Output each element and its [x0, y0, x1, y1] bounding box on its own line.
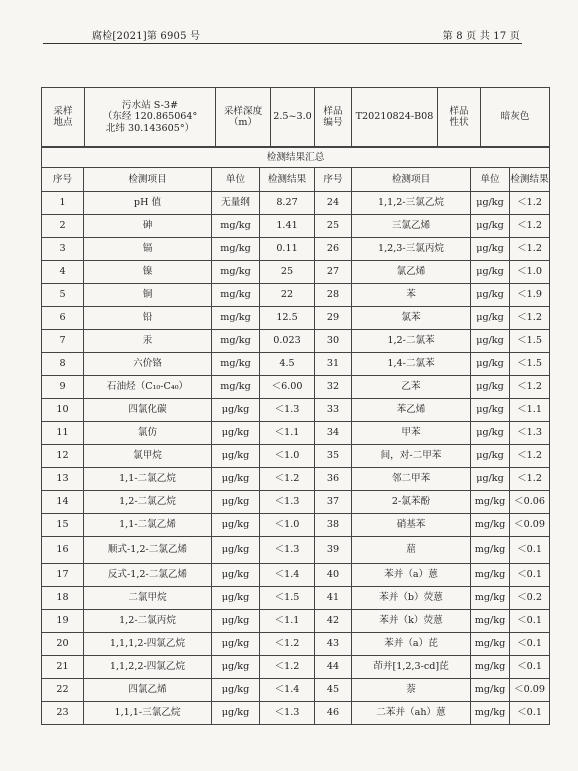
- col-seq-left: 序号: [42, 168, 84, 192]
- cell-left-unit: μg/kg: [212, 399, 260, 422]
- cell-right-unit: mg/kg: [471, 491, 510, 514]
- cell-right-item: 䓛: [352, 537, 471, 564]
- cell-left-no: 4: [42, 261, 84, 284]
- cell-right-unit: μg/kg: [471, 192, 510, 215]
- cell-left-item: 石油烃（C₁₀-C₄₀）: [84, 376, 212, 399]
- report-number: 腐检[2021]第 6905 号: [92, 31, 201, 42]
- cell-right-result: ＜1.2: [510, 468, 550, 491]
- col-item-right: 检测项目: [352, 168, 471, 192]
- col-unit-right: 单位: [471, 168, 510, 192]
- cell-left-unit: 无量纲: [212, 192, 260, 215]
- cell-left-no: 22: [42, 679, 84, 702]
- table-row: [42, 215, 550, 238]
- cell-right-result: ＜1.2: [510, 445, 550, 468]
- cell-left-unit: μg/kg: [212, 587, 260, 610]
- cell-left-result: ＜1.2: [260, 633, 315, 656]
- cell-left-item: 砷: [84, 215, 212, 238]
- cell-left-item: 1,2-二氯丙烷: [84, 610, 212, 633]
- cell-right-result: ＜1.2: [510, 307, 550, 330]
- cell-left-unit: mg/kg: [212, 215, 260, 238]
- cell-left-no: 18: [42, 587, 84, 610]
- cell-right-result: ＜0.2: [510, 587, 550, 610]
- cell-left-result: ＜1.1: [260, 422, 315, 445]
- cell-right-no: 35: [315, 445, 352, 468]
- cell-right-unit: μg/kg: [471, 445, 510, 468]
- cell-right-unit: mg/kg: [471, 514, 510, 537]
- cell-left-unit: μg/kg: [212, 468, 260, 491]
- sampling-site-label: 采样 地点: [42, 88, 85, 147]
- cell-left-item: 1,2-二氯乙烷: [84, 491, 212, 514]
- table-row: [42, 353, 550, 376]
- cell-left-no: 17: [42, 564, 84, 587]
- cell-left-no: 14: [42, 491, 84, 514]
- cell-left-result: ＜1.1: [260, 610, 315, 633]
- cell-right-item: 1,2,3-三氯丙烷: [352, 238, 471, 261]
- cell-right-no: 41: [315, 587, 352, 610]
- cell-left-result: 25: [260, 261, 315, 284]
- cell-right-result: ＜1.9: [510, 284, 550, 307]
- cell-right-result: ＜1.0: [510, 261, 550, 284]
- table-row: [42, 307, 550, 330]
- cell-left-no: 16: [42, 537, 84, 564]
- cell-right-item: 1,1,2-三氯乙烷: [352, 192, 471, 215]
- cell-right-item: 甲苯: [352, 422, 471, 445]
- cell-right-unit: mg/kg: [471, 679, 510, 702]
- col-result-right: 检测结果: [510, 168, 550, 192]
- cell-right-result: ＜0.1: [510, 537, 550, 564]
- cell-right-item: 间，对-二甲苯: [352, 445, 471, 468]
- table-row: [42, 702, 550, 725]
- cell-left-no: 2: [42, 215, 84, 238]
- cell-right-no: 39: [315, 537, 352, 564]
- cell-left-result: ＜1.3: [260, 537, 315, 564]
- cell-right-unit: μg/kg: [471, 376, 510, 399]
- cell-left-unit: μg/kg: [212, 633, 260, 656]
- sample-property-value: 暗灰色: [481, 88, 550, 147]
- cell-right-no: 24: [315, 192, 352, 215]
- cell-left-no: 9: [42, 376, 84, 399]
- cell-left-unit: μg/kg: [212, 514, 260, 537]
- cell-left-unit: μg/kg: [212, 491, 260, 514]
- cell-right-item: 二苯并（ah）蒽: [352, 702, 471, 725]
- cell-left-unit: mg/kg: [212, 330, 260, 353]
- sample-info-table: [41, 87, 550, 147]
- cell-right-result: ＜0.09: [510, 514, 550, 537]
- cell-right-result: ＜1.1: [510, 399, 550, 422]
- results-table: [41, 147, 550, 725]
- table-row: [42, 679, 550, 702]
- cell-right-result: ＜0.09: [510, 679, 550, 702]
- cell-right-unit: mg/kg: [471, 610, 510, 633]
- cell-right-unit: μg/kg: [471, 422, 510, 445]
- cell-right-no: 26: [315, 238, 352, 261]
- cell-right-unit: mg/kg: [471, 702, 510, 725]
- cell-right-item: 茚并[1,2,3-cd]芘: [352, 656, 471, 679]
- cell-left-item: 六价铬: [84, 353, 212, 376]
- cell-right-unit: mg/kg: [471, 587, 510, 610]
- cell-left-result: ＜1.4: [260, 679, 315, 702]
- cell-left-result: ＜1.0: [260, 514, 315, 537]
- table-row: [42, 537, 550, 564]
- cell-left-unit: μg/kg: [212, 564, 260, 587]
- col-unit-left: 单位: [212, 168, 260, 192]
- table-row: [42, 422, 550, 445]
- table-row: [42, 491, 550, 514]
- cell-left-result: ＜6.00: [260, 376, 315, 399]
- cell-right-result: ＜1.2: [510, 376, 550, 399]
- cell-right-unit: mg/kg: [471, 656, 510, 679]
- sampling-site-value: 污水站 S-3# （东经 120.865064° 北纬 30.143605°）: [85, 88, 216, 147]
- sample-property-label: 样品 性状: [438, 88, 481, 147]
- cell-left-no: 12: [42, 445, 84, 468]
- cell-left-result: 1.41: [260, 215, 315, 238]
- cell-right-no: 46: [315, 702, 352, 725]
- cell-left-item: 四氯化碳: [84, 399, 212, 422]
- cell-left-result: 22: [260, 284, 315, 307]
- cell-right-result: ＜1.5: [510, 353, 550, 376]
- table-row: [42, 238, 550, 261]
- cell-left-item: 镍: [84, 261, 212, 284]
- table-row: [42, 330, 550, 353]
- cell-left-result: ＜1.3: [260, 491, 315, 514]
- cell-right-item: 苯乙烯: [352, 399, 471, 422]
- sampling-depth-label: 采样深度 （m）: [216, 88, 271, 147]
- table-row: [42, 284, 550, 307]
- cell-right-result: ＜0.1: [510, 610, 550, 633]
- cell-left-no: 23: [42, 702, 84, 725]
- cell-left-no: 13: [42, 468, 84, 491]
- table-row: [42, 564, 550, 587]
- cell-right-unit: μg/kg: [471, 307, 510, 330]
- table-row: [42, 399, 550, 422]
- cell-left-unit: mg/kg: [212, 307, 260, 330]
- cell-left-item: 1,1,1,2-四氯乙烷: [84, 633, 212, 656]
- table-row: [42, 587, 550, 610]
- cell-right-result: ＜0.06: [510, 491, 550, 514]
- cell-left-unit: mg/kg: [212, 376, 260, 399]
- cell-right-item: 萘: [352, 679, 471, 702]
- cell-left-no: 1: [42, 192, 84, 215]
- cell-right-result: ＜1.2: [510, 215, 550, 238]
- sampling-depth-value: 2.5~3.0: [271, 88, 315, 147]
- table-row: [42, 610, 550, 633]
- results-summary-title: 检测结果汇总: [42, 148, 550, 168]
- table-row: [42, 656, 550, 679]
- table-row: [42, 468, 550, 491]
- cell-left-no: 8: [42, 353, 84, 376]
- cell-left-result: ＜1.2: [260, 656, 315, 679]
- cell-right-no: 43: [315, 633, 352, 656]
- cell-left-item: 四氯乙烯: [84, 679, 212, 702]
- result-rows: [42, 192, 550, 725]
- cell-left-item: 镉: [84, 238, 212, 261]
- cell-left-item: pH 值: [84, 192, 212, 215]
- cell-right-unit: μg/kg: [471, 353, 510, 376]
- cell-right-item: 氯乙烯: [352, 261, 471, 284]
- cell-left-item: 二氯甲烷: [84, 587, 212, 610]
- cell-right-unit: mg/kg: [471, 633, 510, 656]
- cell-left-no: 6: [42, 307, 84, 330]
- cell-left-no: 7: [42, 330, 84, 353]
- cell-left-item: 反式-1,2-二氯乙烯: [84, 564, 212, 587]
- cell-left-no: 5: [42, 284, 84, 307]
- cell-right-item: 三氯乙烯: [352, 215, 471, 238]
- cell-right-no: 25: [315, 215, 352, 238]
- cell-right-no: 29: [315, 307, 352, 330]
- cell-left-result: ＜1.0: [260, 445, 315, 468]
- cell-left-unit: μg/kg: [212, 610, 260, 633]
- table-row: [42, 192, 550, 215]
- col-item-left: 检测项目: [84, 168, 212, 192]
- cell-left-result: 0.023: [260, 330, 315, 353]
- cell-left-no: 3: [42, 238, 84, 261]
- cell-left-no: 15: [42, 514, 84, 537]
- cell-right-unit: mg/kg: [471, 537, 510, 564]
- cell-right-unit: μg/kg: [471, 238, 510, 261]
- cell-left-item: 1,1,1-三氯乙烷: [84, 702, 212, 725]
- col-seq-right: 序号: [315, 168, 352, 192]
- cell-left-result: ＜1.3: [260, 702, 315, 725]
- cell-left-result: 4.5: [260, 353, 315, 376]
- cell-right-no: 28: [315, 284, 352, 307]
- cell-left-unit: mg/kg: [212, 353, 260, 376]
- cell-left-unit: mg/kg: [212, 261, 260, 284]
- cell-left-no: 19: [42, 610, 84, 633]
- cell-right-no: 38: [315, 514, 352, 537]
- cell-right-item: 苯并（b）荧蒽: [352, 587, 471, 610]
- table-row: [42, 376, 550, 399]
- cell-right-no: 34: [315, 422, 352, 445]
- cell-right-unit: μg/kg: [471, 215, 510, 238]
- cell-right-no: 27: [315, 261, 352, 284]
- cell-right-result: ＜1.2: [510, 238, 550, 261]
- cell-left-item: 氯甲烷: [84, 445, 212, 468]
- table-row: [42, 514, 550, 537]
- cell-left-unit: μg/kg: [212, 656, 260, 679]
- cell-right-no: 44: [315, 656, 352, 679]
- cell-right-item: 硝基苯: [352, 514, 471, 537]
- cell-right-no: 45: [315, 679, 352, 702]
- cell-left-unit: μg/kg: [212, 422, 260, 445]
- cell-right-result: ＜0.1: [510, 633, 550, 656]
- cell-right-unit: μg/kg: [471, 399, 510, 422]
- cell-left-no: 21: [42, 656, 84, 679]
- header-divider: [43, 43, 522, 44]
- cell-right-no: 40: [315, 564, 352, 587]
- cell-left-result: 8.27: [260, 192, 315, 215]
- cell-right-result: ＜0.1: [510, 656, 550, 679]
- cell-right-unit: μg/kg: [471, 330, 510, 353]
- cell-left-unit: μg/kg: [212, 679, 260, 702]
- cell-right-no: 37: [315, 491, 352, 514]
- cell-left-item: 氯仿: [84, 422, 212, 445]
- cell-right-result: ＜1.3: [510, 422, 550, 445]
- cell-right-item: 1,4-二氯苯: [352, 353, 471, 376]
- cell-left-unit: mg/kg: [212, 238, 260, 261]
- cell-left-item: 1,1-二氯乙烯: [84, 514, 212, 537]
- cell-left-result: 12.5: [260, 307, 315, 330]
- cell-left-item: 汞: [84, 330, 212, 353]
- cell-right-item: 乙苯: [352, 376, 471, 399]
- cell-left-result: ＜1.5: [260, 587, 315, 610]
- col-result-left: 检测结果: [260, 168, 315, 192]
- cell-right-item: 苯: [352, 284, 471, 307]
- cell-right-item: 苯并（k）荧蒽: [352, 610, 471, 633]
- table-row: [42, 633, 550, 656]
- cell-right-result: ＜1.2: [510, 192, 550, 215]
- sample-number-value: T20210824-B08: [352, 88, 438, 147]
- cell-left-unit: μg/kg: [212, 702, 260, 725]
- cell-right-unit: μg/kg: [471, 261, 510, 284]
- cell-left-unit: μg/kg: [212, 445, 260, 468]
- cell-left-item: 1,1-二氯乙烷: [84, 468, 212, 491]
- cell-left-unit: mg/kg: [212, 284, 260, 307]
- cell-left-unit: μg/kg: [212, 537, 260, 564]
- cell-right-no: 32: [315, 376, 352, 399]
- cell-right-result: ＜1.5: [510, 330, 550, 353]
- cell-left-item: 铜: [84, 284, 212, 307]
- cell-left-no: 20: [42, 633, 84, 656]
- cell-right-no: 31: [315, 353, 352, 376]
- cell-right-item: 苯并（a）芘: [352, 633, 471, 656]
- cell-right-item: 2-氯苯酚: [352, 491, 471, 514]
- table-row: [42, 445, 550, 468]
- cell-left-item: 顺式-1,2-二氯乙烯: [84, 537, 212, 564]
- cell-left-no: 11: [42, 422, 84, 445]
- cell-right-no: 42: [315, 610, 352, 633]
- cell-right-item: 氯苯: [352, 307, 471, 330]
- cell-right-unit: μg/kg: [471, 284, 510, 307]
- cell-right-result: ＜0.1: [510, 564, 550, 587]
- cell-left-result: ＜1.3: [260, 399, 315, 422]
- cell-left-item: 铅: [84, 307, 212, 330]
- cell-left-no: 10: [42, 399, 84, 422]
- cell-right-no: 33: [315, 399, 352, 422]
- cell-left-item: 1,1,2,2-四氯乙烷: [84, 656, 212, 679]
- cell-right-item: 苯并（a）蒽: [352, 564, 471, 587]
- table-row: [42, 261, 550, 284]
- cell-right-no: 36: [315, 468, 352, 491]
- sample-number-label: 样品 编号: [315, 88, 352, 147]
- cell-right-unit: mg/kg: [471, 564, 510, 587]
- page-indicator: 第 8 页 共 17 页: [442, 31, 520, 42]
- cell-right-item: 1,2-二氯苯: [352, 330, 471, 353]
- cell-left-result: 0.11: [260, 238, 315, 261]
- cell-right-result: ＜0.1: [510, 702, 550, 725]
- cell-left-result: ＜1.4: [260, 564, 315, 587]
- cell-left-result: ＜1.2: [260, 468, 315, 491]
- cell-right-no: 30: [315, 330, 352, 353]
- cell-right-item: 邻二甲苯: [352, 468, 471, 491]
- cell-right-unit: μg/kg: [471, 468, 510, 491]
